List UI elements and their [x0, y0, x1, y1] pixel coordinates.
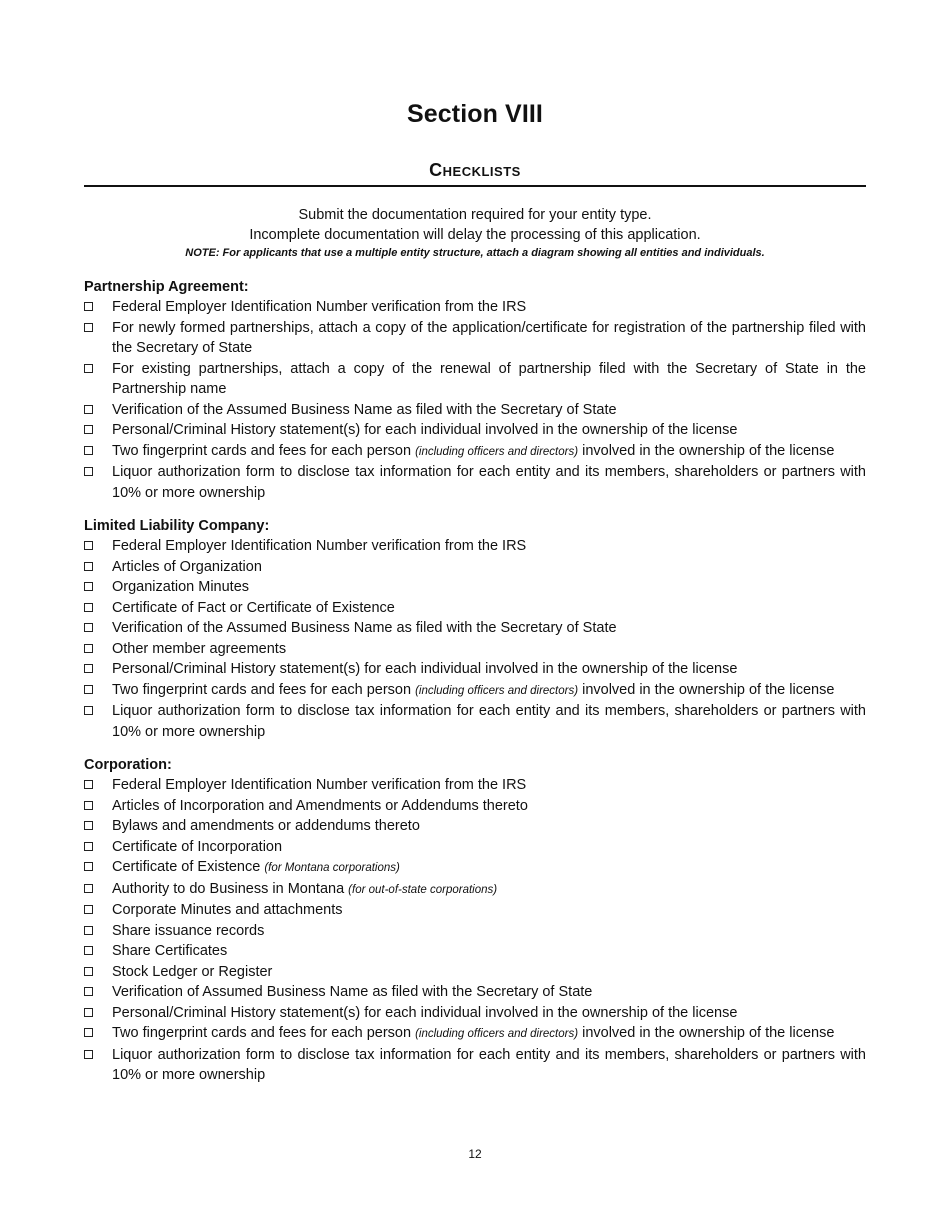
- checklist-item: [84, 557, 866, 578]
- checklist-item-text: For newly formed partnerships, attach a copy of the application/certificate for registration of the partnership filed with the Secretary of State: [112, 319, 866, 356]
- checklist-item: [84, 420, 866, 441]
- checkbox-icon[interactable]: [84, 1028, 93, 1037]
- checkbox-icon[interactable]: [84, 425, 93, 434]
- llc-heading: Limited Liability Company:: [84, 518, 270, 534]
- checkbox-icon[interactable]: [84, 603, 93, 612]
- checklist-item-text-continued: involved in the ownership of the license: [582, 1025, 835, 1041]
- checklist-item-text: Certificate of Incorporation: [112, 838, 283, 855]
- checklist-item-note: (for Montana corporations): [264, 862, 400, 874]
- checklist-item: [84, 639, 866, 660]
- intro-line-1: Submit the documentation required for your entity type.: [298, 207, 652, 223]
- checklist-item: [84, 941, 866, 962]
- checklist-item-text: Two fingerprint cards and fees for each person: [112, 681, 412, 698]
- checkbox-icon[interactable]: [84, 644, 93, 653]
- checkbox-icon[interactable]: [84, 623, 93, 632]
- checklist-item: [84, 837, 866, 858]
- checklists-content: [84, 277, 866, 1099]
- checklist-item-text: Federal Employer Identification Number verification from the IRS: [112, 777, 527, 793]
- checkbox-icon[interactable]: [84, 780, 93, 789]
- partnership-checklist: [84, 297, 866, 503]
- checklist-item: [84, 900, 866, 921]
- checklist-item: [84, 441, 866, 463]
- checklist-item-text: Personal/Criminal History statement(s) for each individual involved in the ownership of the license: [112, 1004, 738, 1021]
- checklist-item-text: Share issuance records: [112, 922, 265, 939]
- checkbox-icon[interactable]: [84, 946, 93, 955]
- checkbox-icon[interactable]: [84, 302, 93, 311]
- checkbox-icon[interactable]: [84, 926, 93, 935]
- section-title: Section VIII: [407, 100, 543, 128]
- checklist-item-note: (including officers and directors): [415, 1028, 579, 1040]
- checklist-item: [84, 577, 866, 598]
- checkbox-icon[interactable]: [84, 562, 93, 571]
- checkbox-icon[interactable]: [84, 664, 93, 673]
- checklist-item-text: For existing partnerships, attach a copy of the renewal of partnership filed with the Secretary of State in the Partnership name: [112, 360, 866, 397]
- checklist-item-text: Liquor authorization form to disclose tax information for each entity and its members, shareholders or partners with 10% or more ownership: [112, 1046, 866, 1083]
- checklist-item: [84, 598, 866, 619]
- checkbox-icon[interactable]: [84, 884, 93, 893]
- checklist-item-text: Authority to do Business in Montana: [112, 880, 345, 897]
- intro-block: [84, 205, 866, 261]
- llc-checklist: [84, 536, 866, 742]
- checklist-item-text: Certificate of Fact or Certificate of Existence: [112, 599, 395, 616]
- checklist-item-text: Verification of the Assumed Business Name as filed with the Secretary of State: [112, 401, 617, 418]
- checklist-item: [84, 1023, 866, 1045]
- checkbox-icon[interactable]: [84, 967, 93, 976]
- checkbox-icon[interactable]: [84, 1050, 93, 1059]
- checklist-item-note: (for out-of-state corporations): [348, 883, 498, 896]
- checklist-item-text: Corporate Minutes and attachments: [112, 902, 343, 918]
- checklist-item: [84, 879, 866, 901]
- checkbox-icon[interactable]: [84, 323, 93, 332]
- checklist-item-text: Articles of Organization: [112, 558, 262, 575]
- checklist-item-text: Verification of Assumed Business Name as filed with the Secretary of State: [112, 984, 593, 1000]
- checklist-item: [84, 659, 866, 680]
- checklist-item: [84, 857, 866, 879]
- checkbox-icon[interactable]: [84, 801, 93, 810]
- checklist-item-text: Share Certificates: [112, 943, 228, 959]
- checklists-subtitle: Checklists: [429, 160, 521, 180]
- checklist-item: [84, 1003, 866, 1024]
- checklist-item-text-continued: involved in the ownership of the license: [582, 681, 835, 698]
- checklist-item: [84, 400, 866, 421]
- checklist-item: [84, 1045, 866, 1086]
- checklist-item: [84, 318, 866, 359]
- checklist-item-text: Bylaws and amendments or addendums thereto: [112, 818, 420, 834]
- corporation-heading: Corporation:: [84, 757, 172, 773]
- checklist-item: [84, 359, 866, 400]
- llc-group: [84, 516, 866, 742]
- checkbox-icon[interactable]: [84, 364, 93, 373]
- checklist-item: [84, 618, 866, 639]
- checkbox-icon[interactable]: [84, 446, 93, 455]
- partnership-heading: Partnership Agreement:: [84, 279, 249, 295]
- corporation-group: [84, 755, 866, 1086]
- checklist-item: [84, 536, 866, 557]
- checklist-item: [84, 982, 866, 1003]
- title-divider: [84, 185, 866, 187]
- checklist-item-text: Two fingerprint cards and fees for each person: [112, 442, 412, 459]
- corporation-checklist: [84, 775, 866, 1086]
- checklist-item: [84, 680, 866, 702]
- intro-line-2: Incomplete documentation will delay the processing of this application.: [249, 227, 701, 243]
- checklist-item-text-continued: involved in the ownership of the license: [582, 442, 835, 459]
- checklist-item-text: Liquor authorization form to disclose tax information for each entity and its members, shareholders or partners with 10% or more ownership: [112, 703, 866, 740]
- checklist-item-text: Articles of Incorporation and Amendments or Addendums thereto: [112, 797, 528, 814]
- checklist-item: [84, 796, 866, 817]
- checkbox-icon[interactable]: [84, 541, 93, 550]
- checklist-item-text: Liquor authorization form to disclose tax information for each entity and its members, shareholders or partners with 10% or more ownership: [112, 464, 866, 501]
- checklist-item: [84, 962, 866, 983]
- checklist-item-text: Verification of the Assumed Business Name as filed with the Secretary of State: [112, 620, 617, 636]
- checklist-item-text: Stock Ledger or Register: [112, 963, 273, 980]
- checklist-item-text: Certificate of Existence: [112, 859, 261, 875]
- checkbox-icon[interactable]: [84, 1008, 93, 1017]
- checklist-item-text: Other member agreements: [112, 640, 287, 657]
- checklist-item: [84, 701, 866, 742]
- checklist-item-note: (including officers and directors): [415, 445, 579, 458]
- checklist-item: [84, 816, 866, 837]
- checkbox-icon[interactable]: [84, 862, 93, 871]
- checklist-item-text: Two fingerprint cards and fees for each person: [112, 1025, 412, 1041]
- checkbox-icon[interactable]: [84, 706, 93, 715]
- checkbox-icon[interactable]: [84, 905, 93, 914]
- checklist-item: [84, 297, 866, 318]
- page-number: 12: [468, 1147, 482, 1161]
- checkbox-icon[interactable]: [84, 582, 93, 591]
- checkbox-icon[interactable]: [84, 821, 93, 830]
- checklist-item: [84, 921, 866, 942]
- checkbox-icon[interactable]: [84, 467, 93, 476]
- checklist-item: [84, 462, 866, 503]
- checklist-item-text: Personal/Criminal History statement(s) for each individual involved in the ownership of the license: [112, 422, 738, 438]
- checklist-item: [84, 775, 866, 796]
- checklist-item-text: Organization Minutes: [112, 579, 250, 595]
- checklist-item-text: Federal Employer Identification Number verification from the IRS: [112, 538, 527, 554]
- partnership-group: [84, 277, 866, 503]
- checklist-item-note: (including officers and directors): [415, 684, 579, 697]
- checklist-item-text: Federal Employer Identification Number verification from the IRS: [112, 299, 527, 315]
- checkbox-icon[interactable]: [84, 842, 93, 851]
- intro-note: NOTE: For applicants that use a multiple entity structure, attach a diagram showing all entities and individuals.: [185, 247, 765, 259]
- checkbox-icon[interactable]: [84, 405, 93, 414]
- checkbox-icon[interactable]: [84, 685, 93, 694]
- checkbox-icon[interactable]: [84, 987, 93, 996]
- checklist-item-text: Personal/Criminal History statement(s) for each individual involved in the ownership of the license: [112, 661, 738, 677]
